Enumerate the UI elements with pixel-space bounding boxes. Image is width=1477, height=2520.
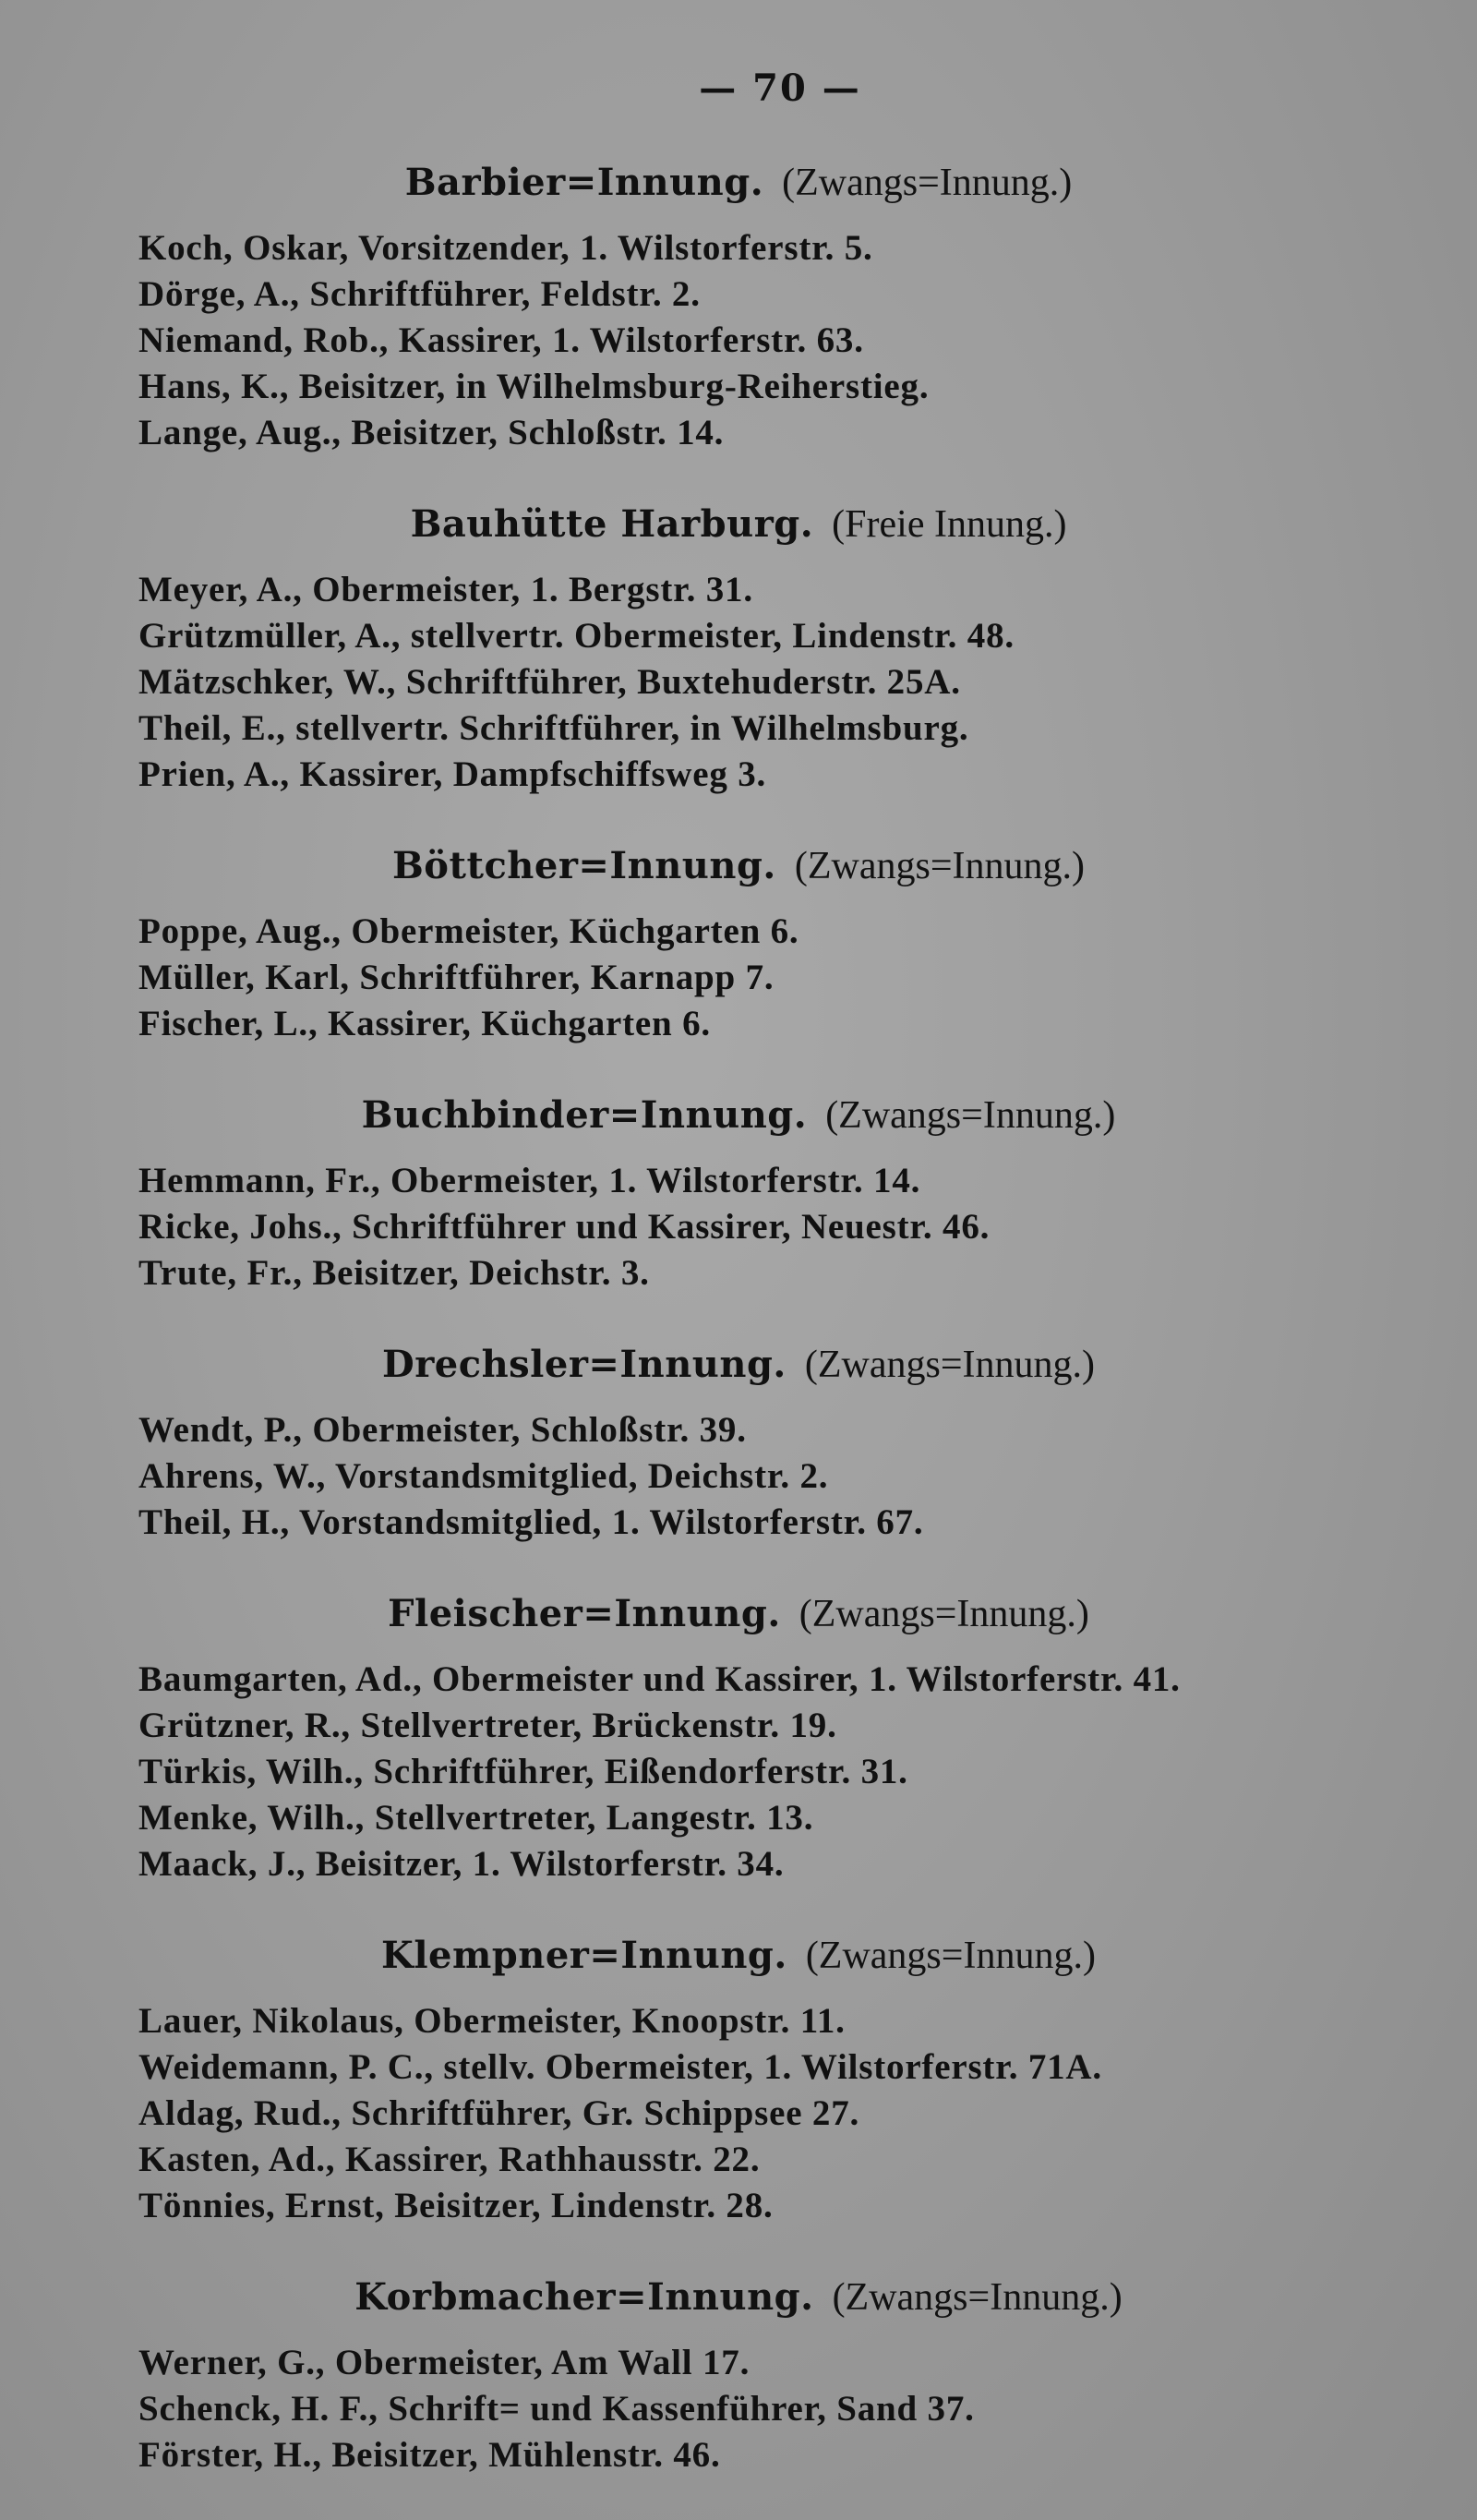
member-entry: Menke, Wilh., Stellvertreter, Langestr. 13. (138, 1798, 814, 1838)
member-entry: Prien, A., Kassirer, Dampfschiffsweg 3. (138, 754, 767, 794)
section-drechsler-innung (0, 1339, 1477, 1546)
guild-type: (Zwangs=Innung.) (799, 1593, 1089, 1635)
guild-type: (Zwangs=Innung.) (805, 1935, 1096, 1977)
guild-name: Klempner=Innung. (381, 1934, 787, 1977)
member-entry: Tönnies, Ernst, Beisitzer, Lindenstr. 28. (138, 2186, 774, 2225)
member-entry: Theil, H., Vorstandsmitglied, 1. Wilstorferstr. 67. (138, 1502, 924, 1542)
member-entry: Grützmüller, A., stellvertr. Obermeister, Lindenstr. 48. (138, 616, 1015, 656)
member-entry: Maack, J., Beisitzer, 1. Wilstorferstr. 34. (138, 1844, 785, 1884)
guild-type: (Zwangs=Innung.) (794, 845, 1085, 887)
guild-type: (Zwangs=Innung.) (832, 2276, 1123, 2319)
member-entry: Lange, Aug., Beisitzer, Schloßstr. 14. (138, 413, 725, 452)
section-heading (0, 157, 1477, 209)
section-heading (0, 1090, 1477, 1141)
member-entry: Kasten, Ad., Kassirer, Rathhausstr. 22. (138, 2140, 761, 2179)
section-heading (0, 1588, 1477, 1640)
section-heading (0, 1339, 1477, 1391)
section-fleischer-innung (0, 1588, 1477, 1887)
member-entry: Hemmann, Fr., Obermeister, 1. Wilstorferstr. 14. (138, 1161, 921, 1200)
section-barbier-innung (0, 157, 1477, 456)
member-entry: Baumgarten, Ad., Obermeister und Kassirer, 1. Wilstorferstr. 41. (138, 1659, 1181, 1699)
section-boettcher-innung (0, 840, 1477, 1047)
member-entry: Werner, G., Obermeister, Am Wall 17. (138, 2343, 751, 2382)
member-entry: Türkis, Wilh., Schriftführer, Eißendorferstr. 31. (138, 1752, 908, 1791)
section-heading (0, 840, 1477, 892)
guild-name: Buchbinder=Innung. (361, 1093, 808, 1137)
member-entry: Poppe, Aug., Obermeister, Küchgarten 6. (138, 911, 799, 951)
member-entry: Niemand, Rob., Kassirer, 1. Wilstorferstr. 63. (138, 320, 864, 360)
guild-name: Böttcher=Innung. (392, 844, 776, 887)
section-heading (0, 1930, 1477, 1982)
guild-name: Drechsler=Innung. (382, 1343, 787, 1386)
section-heading (0, 2272, 1477, 2323)
guild-type: (Zwangs=Innung.) (782, 162, 1073, 204)
section-bauhuette-harburg (0, 499, 1477, 798)
guild-type: (Freie Innung.) (832, 503, 1067, 546)
section-korbmacher-innung (0, 2272, 1477, 2478)
member-entry: Aldag, Rud., Schriftführer, Gr. Schippsee 27. (138, 2093, 860, 2133)
member-entry: Schenck, H. F., Schrift= und Kassenführer, Sand 37. (138, 2389, 975, 2429)
guild-type: (Zwangs=Innung.) (825, 1094, 1116, 1137)
member-entry: Wendt, P., Obermeister, Schloßstr. 39. (138, 1410, 747, 1450)
section-buchbinder-innung (0, 1090, 1477, 1296)
member-entry: Mätzschker, W., Schriftführer, Buxtehuderstr. 25A. (138, 662, 961, 702)
section-klempner-innung (0, 1930, 1477, 2229)
member-entry: Fischer, L., Kassirer, Küchgarten 6. (138, 1004, 711, 1043)
member-entry: Meyer, A., Obermeister, 1. Bergstr. 31. (138, 570, 753, 609)
member-entry: Müller, Karl, Schriftführer, Karnapp 7. (138, 958, 775, 997)
page-number: — 70 — (699, 66, 861, 110)
guild-name: Fleischer=Innung. (388, 1592, 781, 1635)
member-entry: Trute, Fr., Beisitzer, Deichstr. 3. (138, 1253, 650, 1293)
guild-directory (0, 157, 1477, 2478)
member-entry: Weidemann, P. C., stellv. Obermeister, 1. Wilstorferstr. 71A. (138, 2047, 1102, 2087)
member-entry: Ahrens, W., Vorstandsmitglied, Deichstr. 2. (138, 1456, 829, 1496)
member-entry: Grützner, R., Stellvertreter, Brückenstr. 19. (138, 1706, 837, 1745)
member-entry: Theil, E., stellvertr. Schriftführer, in Wilhelmsburg. (138, 708, 969, 748)
guild-name: Bauhütte Harburg. (410, 502, 814, 546)
member-entry: Lauer, Nikolaus, Obermeister, Knoopstr. 11. (138, 2001, 846, 2041)
guild-name: Barbier=Innung. (404, 161, 764, 204)
member-entry: Hans, K., Beisitzer, in Wilhelmsburg-Reiherstieg. (138, 367, 930, 406)
member-entry: Koch, Oskar, Vorsitzender, 1. Wilstorferstr. 5. (138, 228, 873, 268)
guild-name: Korbmacher=Innung. (354, 2275, 814, 2319)
section-heading (0, 499, 1477, 550)
guild-type: (Zwangs=Innung.) (804, 1344, 1095, 1386)
member-entry: Förster, H., Beisitzer, Mühlenstr. 46. (138, 2435, 721, 2475)
member-entry: Ricke, Johs., Schriftführer und Kassirer, Neuestr. 46. (138, 1207, 991, 1247)
member-entry: Dörge, A., Schriftführer, Feldstr. 2. (138, 274, 701, 314)
